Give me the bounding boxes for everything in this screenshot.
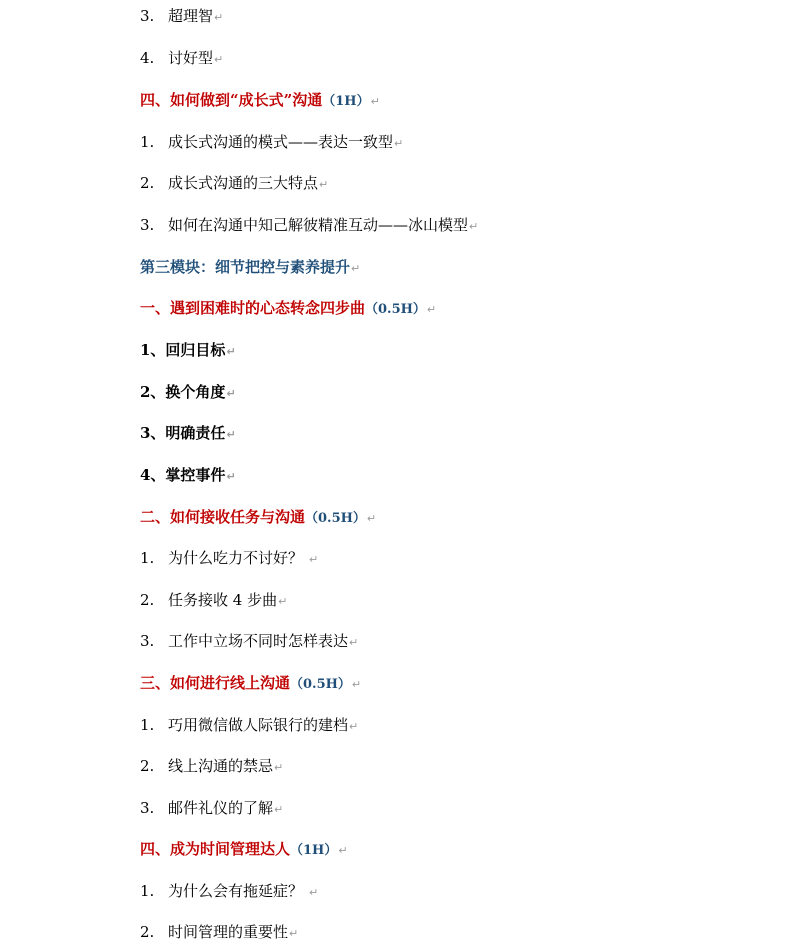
item-text: 1、回归目标 [140, 341, 226, 359]
item-number: 3. [140, 632, 155, 650]
list-item [140, 130, 403, 154]
item-number: 2. [140, 174, 155, 192]
item-text: 工作中立场不同时怎样表达 [168, 632, 349, 650]
paragraph-mark-icon: ↵ [349, 636, 359, 649]
list-item [140, 546, 318, 570]
paragraph-mark-icon: ↵ [469, 220, 479, 233]
heading-text: 一、遇到困难时的心态转念四步曲 [140, 299, 366, 317]
paragraph-mark-icon: ↵ [366, 512, 377, 525]
item-number: 2. [140, 923, 155, 941]
section-heading [140, 837, 348, 861]
paragraph-mark-icon: ↵ [226, 470, 236, 483]
paragraph-mark-icon: ↵ [426, 303, 437, 316]
item-number: 3. [140, 216, 155, 234]
item-text: 巧用微信做人际银行的建档 [168, 716, 349, 734]
paragraph-mark-icon: ↵ [309, 553, 319, 566]
duration-label: （0.5H） [290, 677, 351, 692]
paragraph-mark-icon: ↵ [226, 345, 236, 358]
paragraph-mark-icon: ↵ [394, 137, 404, 150]
section-heading [140, 296, 436, 320]
paragraph-mark-icon: ↵ [319, 178, 329, 191]
list-item [140, 920, 298, 944]
paragraph-mark-icon: ↵ [274, 803, 284, 816]
paragraph-mark-icon: ↵ [309, 886, 319, 899]
item-text: 时间管理的重要性 [168, 923, 289, 941]
item-number: 1. [140, 882, 155, 900]
item-text: 如何在沟通中知己解彼精准互动——冰山模型 [168, 216, 469, 234]
item-number: 1. [140, 549, 155, 567]
list-item [140, 463, 236, 487]
item-text: 为什么会有拖延症？ [168, 882, 304, 900]
list-item [140, 713, 358, 737]
list-item [140, 171, 328, 195]
paragraph-mark-icon: ↵ [351, 678, 362, 691]
item-text: 邮件礼仪的了解 [168, 799, 274, 817]
item-text: 3、明确责任 [140, 424, 226, 442]
heading-text: 四、成为时间管理达人 [140, 840, 291, 858]
list-item [140, 380, 236, 404]
list-item [140, 588, 287, 612]
item-text: 成长式沟通的模式——表达一致型 [168, 133, 394, 151]
paragraph-mark-icon: ↵ [289, 927, 299, 940]
section-heading [140, 88, 380, 112]
duration-label: （0.5H） [365, 302, 426, 317]
item-text: 任务接收 4 步曲 [168, 591, 278, 609]
item-text: 4、掌控事件 [140, 466, 226, 484]
paragraph-mark-icon: ↵ [370, 95, 380, 108]
item-text: 超理智 [168, 7, 214, 25]
paragraph-mark-icon: ↵ [349, 720, 359, 733]
list-item [140, 796, 283, 820]
item-number: 1. [140, 133, 155, 151]
item-number: 2. [140, 591, 155, 609]
paragraph-mark-icon: ↵ [338, 844, 348, 857]
section-heading [140, 505, 376, 529]
list-item [140, 46, 223, 70]
section-heading [140, 671, 361, 695]
item-number: 1. [140, 716, 155, 734]
item-number: 3. [140, 7, 155, 25]
list-item [140, 213, 478, 237]
duration-label: （0.5H） [305, 511, 366, 526]
item-text: 线上沟通的禁忌 [168, 757, 274, 775]
paragraph-mark-icon: ↵ [226, 428, 236, 441]
list-item [140, 421, 236, 445]
paragraph-mark-icon: ↵ [214, 53, 224, 66]
duration-label: （1H） [322, 94, 370, 109]
item-number: 4. [140, 49, 155, 67]
list-item [140, 754, 283, 778]
item-text: 2、换个角度 [140, 383, 226, 401]
paragraph-mark-icon: ↵ [351, 262, 361, 275]
paragraph-mark-icon: ↵ [214, 11, 224, 24]
module-heading [140, 255, 360, 279]
heading-text: 三、如何进行线上沟通 [140, 674, 291, 692]
paragraph-mark-icon: ↵ [226, 387, 236, 400]
list-item [140, 629, 358, 653]
paragraph-mark-icon: ↵ [274, 761, 284, 774]
item-text: 讨好型 [168, 49, 214, 67]
paragraph-mark-icon: ↵ [278, 595, 288, 608]
item-text: 成长式沟通的三大特点 [168, 174, 319, 192]
list-item [140, 879, 318, 903]
module-title: 第三模块：细节把控与素养提升 [140, 258, 351, 276]
heading-text: 四、如何做到“成长式”沟通 [140, 91, 323, 109]
heading-text: 二、如何接收任务与沟通 [140, 508, 306, 526]
item-number: 3. [140, 799, 155, 817]
list-item [140, 338, 236, 362]
item-number: 2. [140, 757, 155, 775]
item-text: 为什么吃力不讨好？ [168, 549, 304, 567]
duration-label: （1H） [290, 843, 338, 858]
list-item [140, 4, 223, 28]
